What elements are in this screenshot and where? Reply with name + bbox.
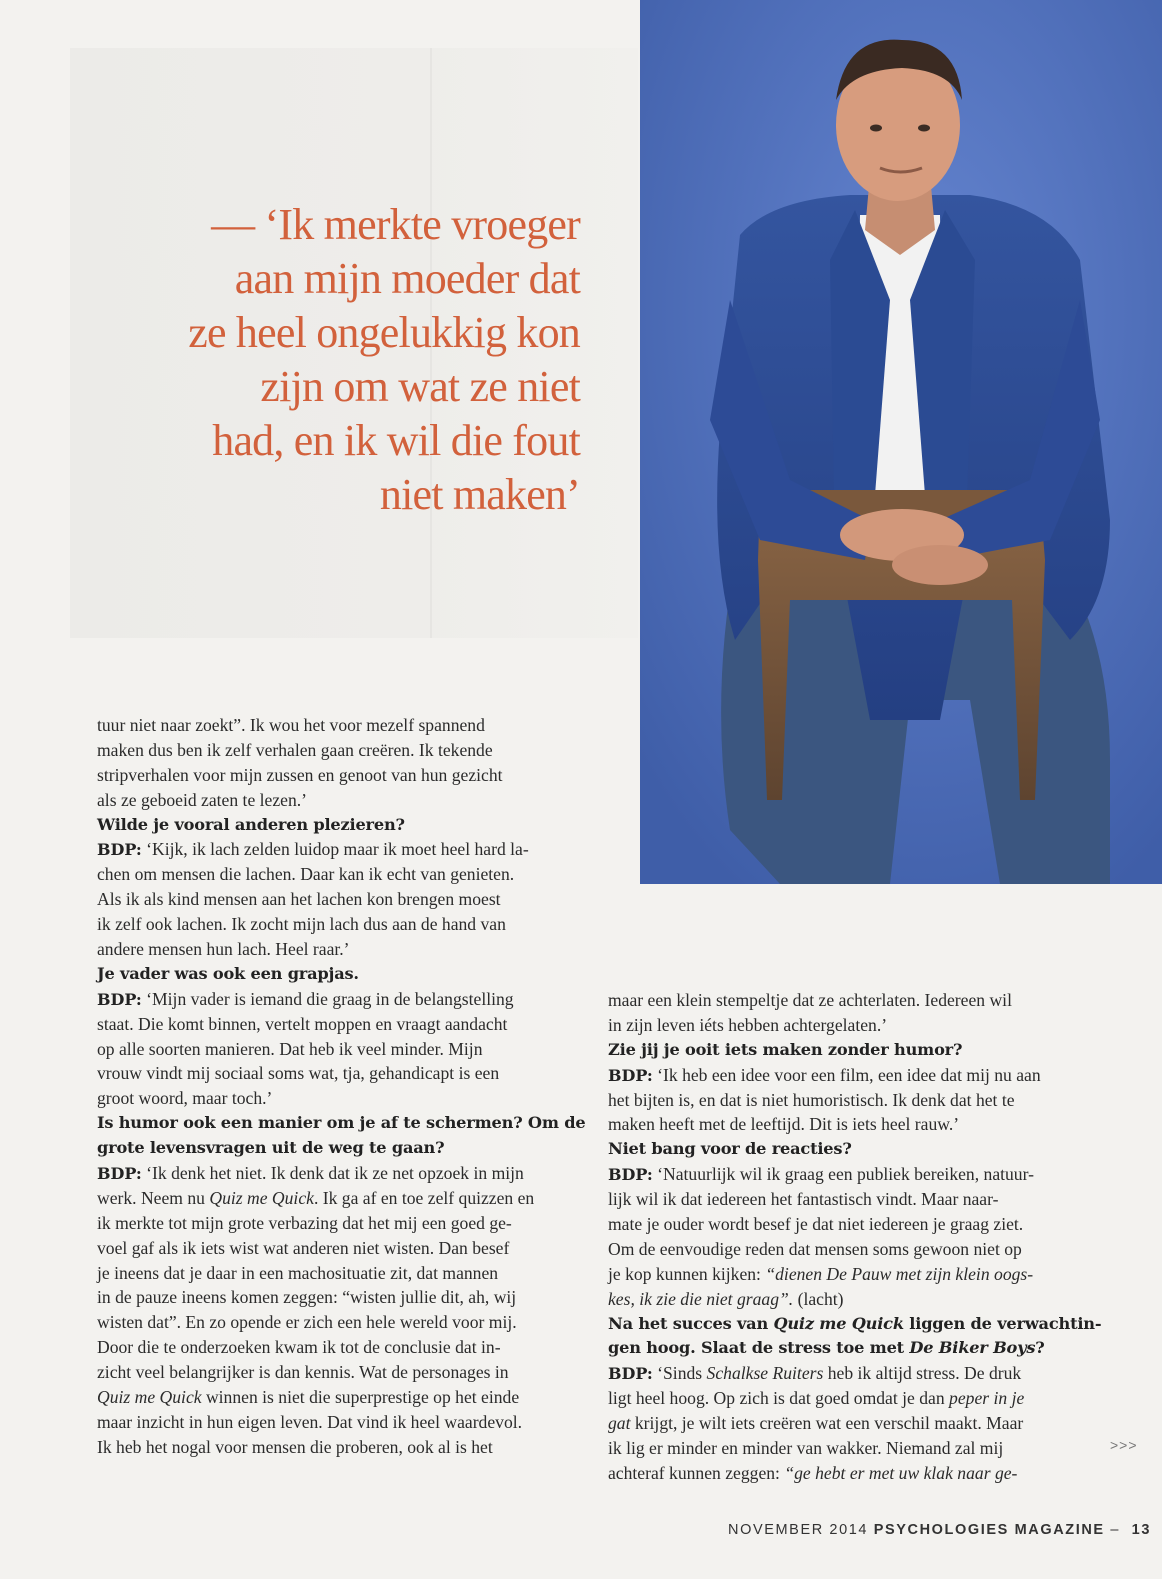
emphasis: gat	[608, 1413, 631, 1434]
body-text: werk. Neem nu	[97, 1187, 210, 1208]
interview-question	[608, 1336, 1100, 1361]
body-line	[608, 1063, 1100, 1088]
body-text: winnen is niet die superprestige op het einde	[201, 1387, 520, 1408]
body-text: ‘Ik heb een idee voor een film, een idee dat mij nu aan	[652, 1064, 1041, 1085]
speaker-tag: BDP:	[608, 1165, 653, 1185]
body-text: . Ik ga af en toe zelf quizzen en	[313, 1187, 535, 1208]
body-line	[97, 1186, 589, 1211]
body-line: maken heeft met de leeftijd. Dit is iets heel rauw.’	[608, 1114, 960, 1135]
interview-question: Is humor ook een manier om je af te schermen? Om de	[97, 1113, 586, 1133]
body-line	[608, 1386, 1100, 1411]
body-line: in zijn leven iéts hebben achtergelaten.’	[608, 1014, 888, 1035]
body-text: ‘Mijn vader is iemand die graag in de belangstelling	[141, 988, 514, 1009]
interview-question: Niet bang voor de reacties?	[608, 1139, 852, 1159]
pull-quote-line: — ‘Ik merkte vroeger	[211, 200, 580, 249]
portrait-illustration	[640, 0, 1162, 884]
pull-quote	[120, 198, 580, 522]
speaker-tag: BDP:	[97, 1164, 142, 1184]
body-line: wisten dat”. En zo opende er zich een hele wereld voor mij.	[97, 1312, 517, 1333]
speaker-tag: BDP:	[608, 1065, 653, 1085]
body-line: vrouw vindt mij sociaal soms wat, tja, gehandicapt is een	[97, 1063, 500, 1084]
body-line	[608, 1162, 1100, 1187]
body-text: ‘Sinds	[652, 1363, 707, 1384]
body-line	[97, 987, 589, 1012]
portrait-photo	[640, 0, 1162, 884]
question-text: ?	[1035, 1338, 1045, 1358]
body-line: staat. Die komt binnen, vertelt moppen en vraagt aandacht	[97, 1013, 508, 1034]
magazine-name: PSYCHOLOGIES MAGAZINE	[873, 1522, 1105, 1538]
page-number: 13	[1131, 1522, 1151, 1538]
continue-arrows: >>>	[1110, 1437, 1138, 1453]
body-line: andere mensen hun lach. Heel raar.’	[97, 939, 350, 960]
speaker-tag: BDP:	[97, 989, 142, 1009]
body-text: ligt heel hoog. Op zich is dat goed omdat je dan	[608, 1388, 950, 1409]
body-line: lijk wil ik dat iedereen het fantastisch vindt. Maar naar-	[608, 1189, 999, 1210]
body-line: stripverhalen voor mijn zussen en genoot van hun gezicht	[97, 764, 503, 785]
title-reference: Quiz me Quick	[209, 1187, 314, 1208]
body-line: groot woord, maar toch.’	[97, 1088, 273, 1109]
body-line: Door die te onderzoeken kwam ik tot de conclusie dat in-	[97, 1337, 501, 1358]
quoted-speech: “dienen De Pauw met zijn klein oogs-	[765, 1263, 1034, 1284]
body-line	[97, 1161, 589, 1186]
pull-quote-line: aan mijn moeder dat	[234, 254, 580, 303]
footer-separator: –	[1110, 1522, 1121, 1538]
body-line	[608, 1411, 1100, 1436]
body-text: ‘Kijk, ik lach zelden luidop maar ik moet heel hard la-	[141, 839, 529, 860]
body-line: maken dus ben ik zelf verhalen gaan creëren. Ik tekende	[97, 739, 493, 760]
body-line: ik zelf ook lachen. Ik zocht mijn lach dus aan de hand van	[97, 914, 506, 935]
body-text: achteraf kunnen zeggen:	[608, 1462, 785, 1483]
interview-question: Je vader was ook een grapjas.	[97, 963, 359, 983]
quoted-speech: “ge hebt er met uw klak naar ge-	[784, 1462, 1018, 1483]
body-line: ik merkte tot mijn grote verbazing dat het mij een goed ge-	[97, 1212, 512, 1233]
body-line: chen om mensen die lachen. Daar kan ik echt van genieten.	[97, 864, 515, 885]
body-line: het bijten is, en dat is niet humoristisch. Ik denk dat het te	[608, 1089, 1015, 1110]
body-line: je ineens dat je daar in een machosituatie zit, dat mannen	[97, 1262, 499, 1283]
pull-quote-line: zijn om wat ze niet	[260, 362, 580, 411]
body-text: (lacht)	[793, 1288, 844, 1309]
question-text: liggen de verwachtin-	[903, 1313, 1102, 1333]
interview-question: Wilde je vooral anderen plezieren?	[97, 814, 405, 834]
title-reference: Quiz me Quick	[773, 1313, 904, 1333]
title-reference: Schalkse Ruiters	[706, 1363, 824, 1384]
body-line	[608, 1461, 1100, 1486]
body-line: op alle soorten manieren. Dat heb ik veel minder. Mijn	[97, 1038, 483, 1059]
issue-date: NOVEMBER 2014	[728, 1522, 869, 1538]
body-line	[608, 1361, 1100, 1386]
question-text: gen hoog. Slaat de stress toe met	[608, 1338, 910, 1358]
speaker-tag: BDP:	[97, 840, 142, 860]
body-line: zicht veel belangrijker is dan kennis. Wat de personages in	[97, 1362, 509, 1383]
body-line: Om de eenvoudige reden dat mensen soms gewoon niet op	[608, 1238, 1022, 1259]
article-column-right	[608, 988, 1100, 1486]
body-text: heb ik altijd stress. De druk	[823, 1363, 1022, 1384]
body-text: je kop kunnen kijken:	[608, 1263, 766, 1284]
emphasis: peper in je	[949, 1388, 1025, 1409]
question-text: Na het succes van	[608, 1313, 774, 1333]
pull-quote-line: ze heel ongelukkig kon	[188, 308, 580, 357]
body-line: tuur niet naar zoekt”. Ik wou het voor mezelf spannend	[97, 715, 485, 735]
interview-question: Zie jij je ooit iets maken zonder humor?	[608, 1039, 963, 1059]
body-line: maar een klein stempeltje dat ze achterlaten. Iedereen wil	[608, 990, 1012, 1010]
pull-quote-line: had, en ik wil die fout	[212, 416, 580, 465]
body-line: maar inzicht in hun eigen leven. Dat vind ik heel waardevol.	[97, 1411, 523, 1432]
body-text: ‘Ik denk het niet. Ik denk dat ik ze net opzoek in mijn	[141, 1163, 524, 1184]
body-line	[608, 1262, 1100, 1287]
quoted-speech: kes, ik zie die niet graag”.	[608, 1288, 794, 1309]
body-line	[97, 1385, 589, 1410]
pull-quote-line: niet maken’	[379, 470, 580, 519]
body-line	[608, 1287, 1100, 1312]
body-line: ik lig er minder en minder van wakker. Niemand zal mij	[608, 1438, 1004, 1459]
article-column-left	[97, 713, 589, 1460]
interview-question	[608, 1312, 1100, 1337]
body-line	[97, 837, 589, 862]
interview-question: grote levensvragen uit de weg te gaan?	[97, 1138, 445, 1158]
title-reference: De Biker Boys	[909, 1338, 1036, 1358]
title-reference: Quiz me Quick	[97, 1387, 202, 1408]
speaker-tag: BDP:	[608, 1364, 653, 1384]
body-text: krijgt, je wilt iets creëren wat een verschil maakt. Maar	[630, 1413, 1024, 1434]
body-line: in de pauze ineens komen zeggen: “wisten jullie dit, ah, wij	[97, 1287, 517, 1308]
page-footer	[728, 1522, 1151, 1538]
body-line: mate je ouder wordt besef je dat niet iedereen je graag ziet.	[608, 1214, 1024, 1235]
body-text: ‘Natuurlijk wil ik graag een publiek bereiken, natuur-	[652, 1164, 1034, 1185]
body-line: voel gaf als ik iets wist wat anderen niet wisten. Dan besef	[97, 1237, 510, 1258]
body-line: Ik heb het nogal voor mensen die proberen, ook al is het	[97, 1436, 493, 1457]
body-line: als ze geboeid zaten te lezen.’	[97, 789, 308, 810]
body-line: Als ik als kind mensen aan het lachen kon brengen moest	[97, 889, 501, 910]
